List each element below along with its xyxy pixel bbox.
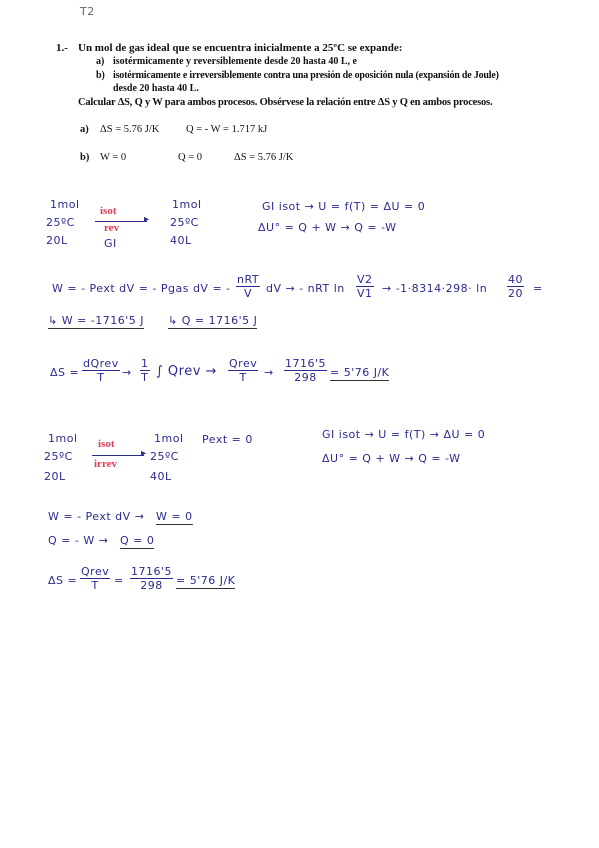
state2-temp: 25ºC <box>150 450 179 463</box>
answer-a-ds: ΔS = 5.76 J/K <box>100 124 160 135</box>
entropy-arrow-1: → <box>122 366 132 379</box>
external-pressure: Pext = 0 <box>202 433 253 446</box>
state1-volume: 20L <box>46 234 68 247</box>
entropy-start: ΔS = <box>50 366 80 379</box>
state2-temp: 25ºC <box>170 216 199 229</box>
problem-ask: Calcular ΔS, Q y W para ambos procesos. Obsérvese la relación entre ΔS y Q en ambos procesos. <box>78 97 493 108</box>
work-numeric-fraction: $\frac{40}{20}$ <box>508 273 523 300</box>
problem-statement: Un mol de gas ideal que se encuentra inicialmente a 25ºC se expande: <box>78 42 403 54</box>
state2-volume: 40L <box>150 470 172 483</box>
entropy-result: = 5'76 J/K <box>176 574 236 587</box>
work-line: W = - Pext dV → <box>48 510 145 523</box>
state2-moles: 1mol <box>172 198 202 211</box>
arrow-head-icon: ▸ <box>141 448 147 459</box>
state1-temp: 25ºC <box>46 216 75 229</box>
state2-volume: 40L <box>170 234 192 247</box>
problem-number: 1.- <box>56 42 68 54</box>
case-a-label: a) <box>96 56 105 67</box>
process-type-rev: rev <box>104 222 120 234</box>
process-arrow <box>92 455 144 456</box>
case-a-text: isotérmicamente y reversiblemente desde 20 hasta 40 L, e <box>113 56 357 67</box>
work-ln-fraction: $\frac{V2}{V1}$ <box>357 273 373 300</box>
note-internal-energy: GI isot → U = f(T) = ΔU = 0 <box>262 200 426 213</box>
process-type-isot: isot <box>98 438 115 450</box>
work-result: ↳ W = -1716'5 J <box>48 314 145 327</box>
state1-moles: 1mol <box>48 432 78 445</box>
answer-b-label: b) <box>80 152 90 163</box>
state1-moles: 1mol <box>50 198 80 211</box>
entropy-start: ΔS = <box>48 574 78 587</box>
work-result: W = 0 <box>156 510 193 523</box>
case-b-text-2: desde 20 hasta 40 L. <box>113 83 199 94</box>
entropy-fraction-3: Qrev T <box>229 357 258 384</box>
entropy-fraction-1: Qrev T <box>81 565 110 592</box>
arrow-head-icon: ▸ <box>144 214 150 225</box>
state1-volume: 20L <box>44 470 66 483</box>
case-b-text-1: isotérmicamente e irreversiblemente contra una presión de oposición nula (expansión de Joule) <box>113 70 499 81</box>
ideal-gas-label: GI <box>104 237 117 250</box>
process-type-irrev: irrev <box>94 458 118 470</box>
note-first-law: ΔU° = Q + W → Q = -W <box>322 452 461 465</box>
case-b-label: b) <box>96 70 105 81</box>
work-equation-start: W = - Pext dV = - Pgas dV = - <box>52 282 231 295</box>
work-equation-end: → -1·8314·298· ln <box>382 282 488 295</box>
entropy-arrow-3: → <box>264 366 274 379</box>
entropy-result: = 5'76 J/K <box>330 366 390 379</box>
process-arrow <box>95 221 147 222</box>
page-corner-label: T2 <box>80 5 95 18</box>
entropy-equals: = <box>114 574 124 587</box>
work-equation-tail: = <box>533 282 543 295</box>
entropy-fraction-2: $\frac{1716'5}{298}$ <box>131 565 173 592</box>
entropy-fraction-4: $\frac{1716'5}{298}$ <box>285 357 327 384</box>
state2-moles: 1mol <box>154 432 184 445</box>
entropy-fraction-2: $\frac{1}{T}$ <box>141 357 149 384</box>
heat-result: ↳ Q = 1716'5 J <box>168 314 258 327</box>
heat-line: Q = - W → <box>48 534 109 547</box>
answer-b-ds: ΔS = 5.76 J/K <box>234 152 294 163</box>
work-equation-mid: dV → - nRT ln <box>266 282 345 295</box>
work-fraction: nRT V <box>237 273 260 300</box>
heat-result: Q = 0 <box>120 534 155 547</box>
entropy-integral: ∫ Qrev → <box>156 364 217 379</box>
answer-b-q: Q = 0 <box>178 152 203 163</box>
state1-temp: 25ºC <box>44 450 73 463</box>
answer-b-w: W = 0 <box>100 152 127 163</box>
note-internal-energy: GI isot → U = f(T) → ΔU = 0 <box>322 428 486 441</box>
note-first-law: ΔU° = Q + W → Q = -W <box>258 221 397 234</box>
answer-a-label: a) <box>80 124 89 135</box>
entropy-fraction-1: dQrev T <box>83 357 119 384</box>
process-type-isot: isot <box>100 205 117 217</box>
answer-a-q: Q = - W = 1.717 kJ <box>186 124 268 135</box>
